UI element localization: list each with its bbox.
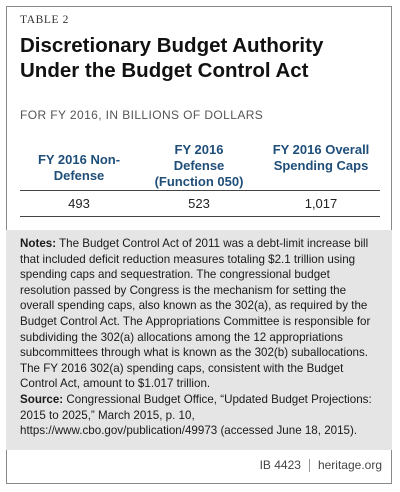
notes-label: Notes: <box>20 237 57 250</box>
header-divider <box>20 190 380 191</box>
notes-section <box>6 230 392 450</box>
header-line: FY 2016 <box>174 142 224 157</box>
title-line-1: Discretionary Budget Authority <box>20 34 324 57</box>
column-header-non-defense <box>20 152 138 184</box>
column-header-defense <box>140 142 258 190</box>
notes-paragraph <box>20 236 378 392</box>
value-non-defense: 493 <box>68 196 90 211</box>
footer <box>260 458 382 472</box>
value-overall-caps: 1,017 <box>304 196 338 211</box>
header-line: FY 2016 Non- <box>37 152 121 167</box>
table-title <box>20 33 380 83</box>
header-line: Defense <box>173 158 225 173</box>
footer-separator <box>309 459 310 472</box>
site-name: heritage.org <box>317 458 382 472</box>
header-line: Defense <box>53 168 105 183</box>
header-line: FY 2016 Overall <box>272 142 370 157</box>
value-defense: 523 <box>188 196 210 211</box>
header-line: Spending Caps <box>273 158 369 173</box>
table-subtitle: FOR FY 2016, IN BILLIONS OF DOLLARS <box>20 108 264 122</box>
notes-text: The Budget Control Act of 2011 was a debt-limit increase bill that included deficit reduction measures totaling $2.1 trillion using spending caps and sequestration. The congressional budget resolution passed by Congress is the mechanism for setting the overall spending caps, also known as the 302(a), as required by the Budget Control Act. The Appropriations Committee is responsible for subdividing the 302(a) allocations among the 12 appropriations subcommittees through what is known as the 302(b) suballocations. The FY 2016 302(a) spending caps, consistent with the Budget Control Act, amount to $1.017 trillion. <box>20 237 371 391</box>
source-text: Congressional Budget Office, “Updated Budget Projections: 2015 to 2025,” March 2015, p. 10, https://www.cbo.gov/publication/49973 (accessed June 18, 2015). <box>20 392 372 438</box>
row-divider <box>20 216 380 217</box>
column-header-overall-caps <box>262 142 380 174</box>
header-line: (Function 050) <box>154 174 244 189</box>
source-paragraph <box>20 392 378 439</box>
source-label: Source: <box>20 392 64 406</box>
title-line-2: Under the Budget Control Act <box>20 59 309 82</box>
table-label: TABLE 2 <box>20 14 69 26</box>
publication-id: IB 4423 <box>259 458 301 472</box>
